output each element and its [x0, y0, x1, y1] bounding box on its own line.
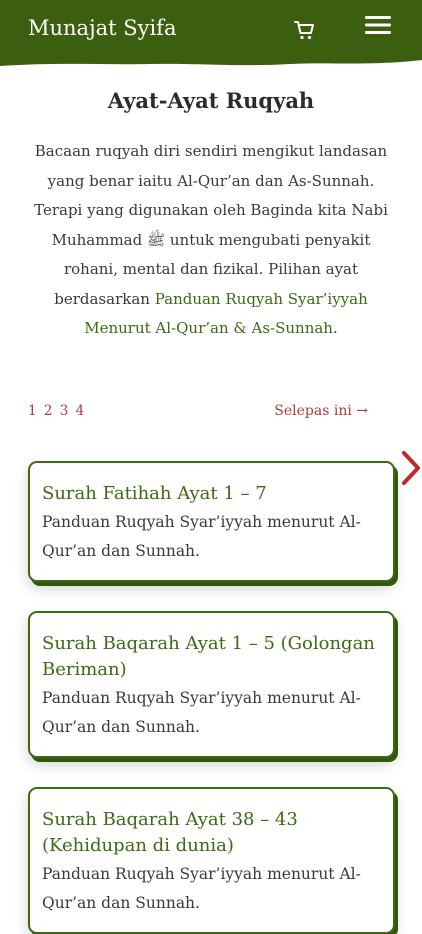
app-title[interactable]: Munajat Syifa	[28, 16, 177, 40]
panduan-ruqyah-link[interactable]: Panduan Ruqyah Syar’iyyah Menurut Al-Qur’an & As-Sunnah	[84, 289, 368, 337]
card-title: Surah Fatihah Ayat 1 – 7	[42, 483, 267, 504]
ayat-card[interactable]	[28, 611, 395, 758]
page-link-1[interactable]: 1	[28, 403, 38, 419]
card-description: Panduan Ruqyah Syar’iyyah menurut Al-Qur’an dan Sunnah.	[42, 513, 361, 560]
menu-icon	[364, 14, 392, 36]
card-title: Surah Baqarah Ayat 38 – 43 (Kehidupan di dunia)	[42, 809, 298, 856]
next-page-link[interactable]: Selepas ini →	[274, 403, 368, 419]
ayat-card[interactable]	[28, 461, 395, 582]
next-chevron-button[interactable]	[400, 450, 422, 486]
card-description: Panduan Ruqyah Syar’iyyah menurut Al-Qur’an dan Sunnah.	[42, 865, 361, 912]
cart-icon	[293, 18, 317, 42]
page-link-2[interactable]: 2	[43, 403, 53, 419]
chevron-right-icon	[400, 450, 422, 486]
page-title: Ayat-Ayat Ruqyah	[107, 88, 315, 113]
intro-text: Bacaan ruqyah diri sendiri mengikut landasan yang benar iaitu Al-Qur’an dan As-Sunnah. Terapi yang digunakan oleh Baginda kita Nabi Muhammad ﷺ untuk mengubati penyakit rohani, mental dan fizikal. Pilihan ayat berdasarkan	[34, 142, 388, 308]
ayat-card[interactable]	[28, 787, 395, 934]
cart-button[interactable]	[293, 18, 317, 42]
intro-paragraph	[30, 137, 392, 344]
card-description: Panduan Ruqyah Syar’iyyah menurut Al-Qur’an dan Sunnah.	[42, 689, 361, 736]
pagination	[28, 403, 87, 419]
intro-end: .	[332, 319, 338, 337]
card-title: Surah Baqarah Ayat 1 – 5 (Golongan Beriman)	[42, 633, 375, 680]
app-header	[0, 0, 422, 70]
page-link-4[interactable]: 4	[75, 403, 85, 419]
menu-button[interactable]	[364, 14, 392, 36]
page-link-3[interactable]: 3	[59, 403, 69, 419]
